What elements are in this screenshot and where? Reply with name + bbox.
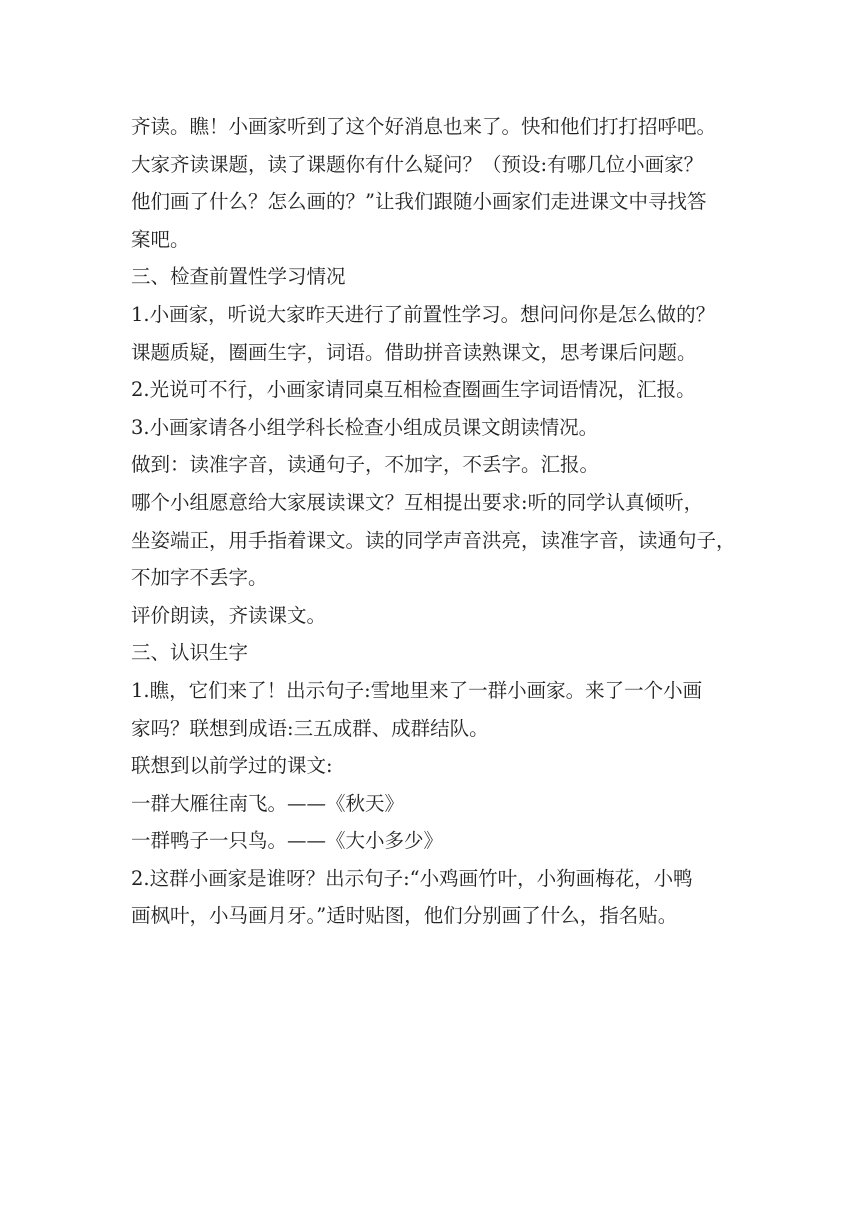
text-line: 做到：读准字音，读通句子，不加字，不丢字。汇报。: [131, 453, 600, 477]
text-line: 案吧。: [131, 227, 190, 251]
text-line: 2.这群小画家是谁呀？出示句子:“小鸡画竹叶，小狗画梅花，小鸭: [131, 866, 693, 890]
text-line: 1.小画家，听说大家昨天进行了前置性学习。想问问你是怎么做的？: [131, 302, 716, 326]
text-line: 他们画了什么？怎么画的？”让我们跟随小画家们走进课文中寻找答: [131, 190, 707, 214]
text-line: 一群大雁往南飞。——《秋天》: [131, 791, 405, 815]
text-line: 课题质疑，圈画生字，词语。借助拼音读熟课文，思考课后问题。: [131, 340, 697, 364]
section-heading: 三、检查前置性学习情况: [131, 265, 346, 289]
section-heading: 三、认识生字: [131, 641, 249, 665]
text-line: 家吗？联想到成语:三五成群、成群结队。: [131, 716, 489, 740]
text-line: 2.光说可不行，小画家请同桌互相检查圈画生字词语情况，汇报。: [131, 378, 696, 402]
text-line: 一群鸭子一只鸟。——《大小多少》: [131, 829, 444, 853]
text-line: 3.小画家请各小组学科长检查小组成员课文朗读情况。: [131, 415, 599, 439]
text-line: 联想到以前学过的课文:: [131, 754, 333, 778]
text-line: 评价朗读，齐读课文。: [131, 603, 327, 627]
text-line: 1.瞧，它们来了！出示句子:雪地里来了一群小画家。来了一个小画: [131, 678, 703, 702]
text-line: 不加字不丢字。: [131, 566, 268, 590]
document-body: [131, 108, 736, 935]
text-line: 大家齐读课题，读了课题你有什么疑问？（预设:有哪几位小画家？: [131, 152, 704, 176]
text-line: 画枫叶，小马画月牙。”适时贴图，他们分别画了什么，指名贴。: [131, 904, 678, 928]
text-line: 齐读。瞧！小画家听到了这个好消息也来了。快和他们打打招呼吧。: [131, 115, 717, 138]
text-line: 哪个小组愿意给大家展读课文？互相提出要求:听的同学认真倾听，: [131, 490, 704, 514]
text-line: 坐姿端正，用手指着课文。读的同学声音洪亮，读准字音，读通句子，: [131, 528, 736, 552]
